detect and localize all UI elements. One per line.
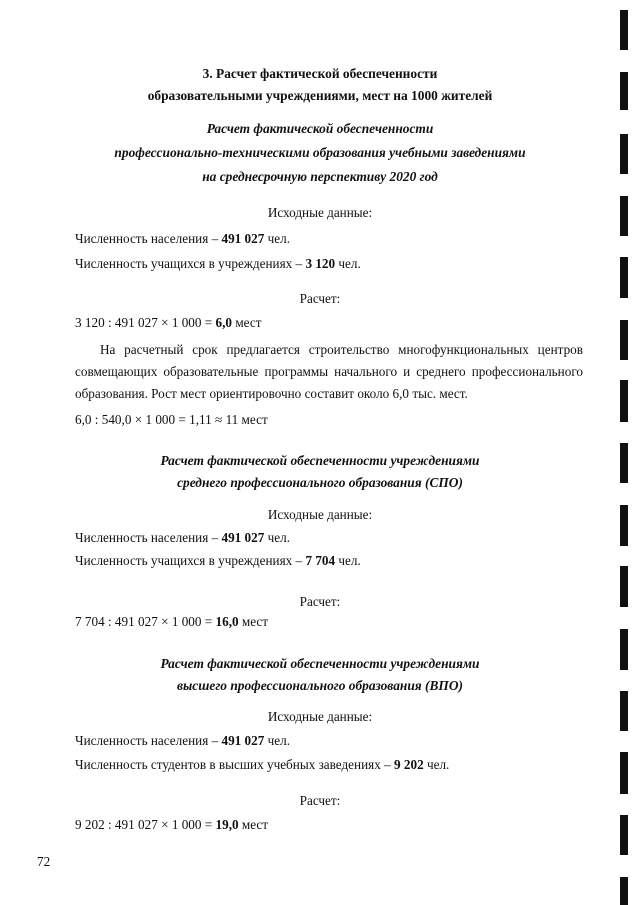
scan-mark [620,257,628,298]
s2-source-label: Исходные данные: [267,507,373,522]
scan-mark [620,443,628,483]
scan-mark [620,196,628,236]
scan-mark [620,566,628,607]
s3-title-line-2: высшего профессионального образования (ВПО) [177,678,463,693]
scan-mark [620,10,628,50]
s1-formula-2: 6,0 : 540,0 × 1 000 = 1,11 ≈ 11 мест [75,412,268,427]
s1-title-line-2: профессионально-техническими образования учебными заведениями [114,145,526,160]
page-number: 72 [37,854,51,869]
scan-mark [620,815,628,855]
s2-population-value: 491 027 [221,530,265,545]
scan-mark [620,380,628,422]
s3-source-label: Исходные данные: [267,709,373,724]
s1-calc-label: Расчет: [299,291,341,306]
scan-mark [620,629,628,670]
s1-population-line: Численность населения – 491 027 чел. [75,231,290,246]
s3-population-value: 491 027 [221,733,265,748]
s1-source-label: Исходные данные: [267,205,373,220]
s3-students-line: Численность студентов в высших учебных заведениях – 9 202 чел. [75,757,450,772]
s1-result-value: 6,0 [215,315,233,330]
scan-mark [620,505,628,546]
s3-title-line-1: Расчет фактической обеспеченности учреждениями [160,656,480,671]
s1-students-value: 3 120 [305,256,336,271]
s3-students-value: 9 202 [394,757,424,772]
scan-mark [620,877,628,905]
scan-edge-marks [620,0,640,905]
section-heading-line-1: 3. Расчет фактической обеспеченности [202,66,438,81]
s3-formula: 9 202 : 491 027 × 1 000 = 19,0 мест [75,817,269,832]
s1-paragraph: На расчетный срок предлагается строительство многофункциональных центров совмещающих образовательные программы начального и среднего профессионального образования. Рост мест ориентировочно составит около 6,0 тыс. мест. [75,342,583,401]
s2-students-value: 7 704 [305,553,336,568]
scan-mark [620,134,628,174]
s3-population-line: Численность населения – 491 027 чел. [75,733,290,748]
scan-mark [620,752,628,794]
s1-population-value: 491 027 [221,231,265,246]
s2-result-value: 16,0 [215,614,239,629]
s3-result-value: 19,0 [215,817,239,832]
s1-formula: 3 120 : 491 027 × 1 000 = 6,0 мест [75,315,262,330]
scan-mark [620,320,628,360]
s3-calc-label: Расчет: [299,793,341,808]
scan-mark [620,72,628,110]
s2-population-line: Численность населения – 491 027 чел. [75,530,290,545]
scan-mark [620,691,628,731]
section-heading-line-2: образовательными учреждениями, мест на 1000 жителей [147,88,493,103]
s1-title-line-1: Расчет фактической обеспеченности [206,121,434,136]
s1-title-line-3: на среднесрочную перспективу 2020 год [202,169,438,184]
s2-formula: 7 704 : 491 027 × 1 000 = 16,0 мест [75,614,269,629]
s2-students-line: Численность учащихся в учреждениях – 7 704 чел. [75,553,361,568]
s1-students-line: Численность учащихся в учреждениях – 3 120 чел. [75,256,361,271]
s2-title-line-2: среднего профессионального образования (СПО) [177,475,463,490]
s2-calc-label: Расчет: [299,594,341,609]
s2-title-line-1: Расчет фактической обеспеченности учреждениями [160,453,480,468]
